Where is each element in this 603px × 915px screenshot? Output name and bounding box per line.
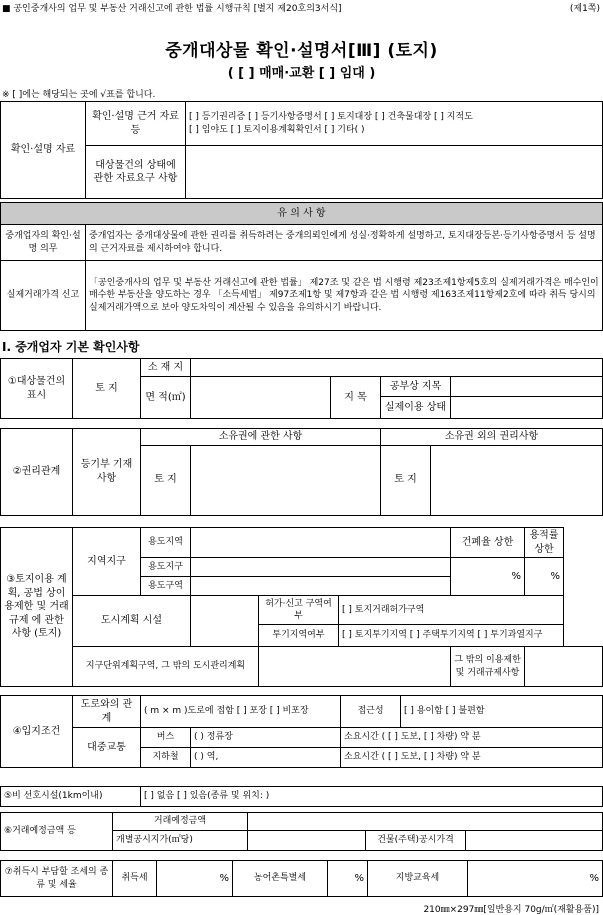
basis-options[interactable] — [186, 102, 603, 146]
duty-text: 중개업자는 중개대상물에 관한 권리를 취득하려는 중개의뢰인에게 성실·정확하게 설명하고, 토지대장등본·등기사항증명서 등 설명의 근거자료를 제시하여야 합니다. — [86, 225, 603, 261]
landuse-table — [0, 527, 603, 687]
rural-tax-field[interactable]: % — [328, 861, 368, 897]
use-sector-label: 용도구역 — [141, 577, 191, 596]
building-official-price-field[interactable] — [466, 831, 603, 851]
ownership-field[interactable] — [191, 445, 381, 515]
district-plan-field[interactable] — [259, 647, 451, 687]
land-official-price-field[interactable] — [248, 831, 366, 851]
access-label: 접근성 — [341, 696, 401, 728]
section1-heading: Ⅰ. 중개업자 기본 확인사항 — [2, 340, 140, 354]
nuisance-options[interactable]: [ ] 없음 [ ] 있음(종류 및 위치: ) — [141, 787, 603, 807]
law-reference: ■ 공인중개사의 업무 및 부동산 거래신고에 관한 법률 시행규칙 [별지 제20호의3서식] — [2, 4, 342, 14]
location-table — [0, 695, 603, 768]
permit-zone-label: 허가·신고 구역여부 — [259, 596, 339, 625]
other-rights-label: 소유권 외의 권리사항 — [381, 429, 603, 446]
subway-label: 지하철 — [141, 748, 191, 768]
ownership-land-label: 토 지 — [141, 445, 191, 515]
far-field[interactable]: % — [525, 558, 564, 596]
target-table — [0, 358, 603, 419]
road-field[interactable]: ( m × m )도로에 접함 [ ] 포장 [ ] 비포장 — [141, 696, 341, 728]
use-area-label: 용도지역 — [141, 528, 191, 558]
tax-table — [0, 860, 603, 897]
paper-spec: 210㎜×297㎜[일반용지 70g/㎡(재활용품)] — [423, 905, 599, 915]
expected-price-label: 거래예정금액 — [113, 813, 248, 831]
use-area-field[interactable] — [191, 528, 451, 558]
address-field[interactable] — [191, 359, 603, 377]
confirm-label: 확인·설명 자료 — [1, 102, 86, 199]
speculation-options[interactable]: [ ] 토지투기지역 [ ] 주택투기지역 [ ] 투기과열지구 — [339, 625, 564, 647]
permit-zone-option[interactable]: [ ] 토지거래허가구역 — [339, 596, 564, 625]
area-label: 면 적(㎡) — [141, 377, 191, 419]
rights-table — [0, 428, 603, 516]
request-label: 대상물건의 상태에 관한 자료요구 사항 — [86, 146, 186, 199]
use-sector-field[interactable] — [191, 577, 451, 596]
target-label: ①대상물건의 표시 — [1, 359, 73, 419]
bcr-field[interactable]: % — [451, 558, 525, 596]
subway-time[interactable]: 소요시간 ( [ ] 도보, [ ] 차량) 약 분 — [341, 748, 603, 768]
use-district-field[interactable] — [191, 558, 451, 577]
other-limits-label: 그 밖의 이용제한 및 거래규제사항 — [451, 647, 525, 687]
basis-row1[interactable]: [ ] 등기권리증 [ ] 등기사항증명서 [ ] 토지대장 [ ] 건축물대장 [ ] 지적도 — [189, 112, 473, 123]
bus-field[interactable]: ( ) 정류장 — [191, 728, 341, 748]
request-field[interactable] — [186, 146, 603, 199]
tax-label: ⑦취득시 부담할 조세의 종류 및 세율 — [1, 861, 113, 897]
basis-row2[interactable]: [ ] 임야도 [ ] 토지이용계획확인서 [ ] 기타( ) — [189, 124, 365, 135]
official-jimok-field[interactable] — [451, 377, 603, 397]
use-district-label: 용도지구 — [141, 558, 191, 577]
area-field[interactable] — [191, 377, 331, 419]
bcr-label: 건폐율 상한 — [451, 528, 525, 558]
bus-label: 버스 — [141, 728, 191, 748]
other-rights-land-label: 토 지 — [381, 445, 431, 515]
road-label: 도로와의 관계 — [73, 696, 141, 728]
acquisition-tax-label: 취득세 — [113, 861, 157, 897]
nuisance-label: ⑤비 선호시설(1km이내) — [1, 787, 141, 807]
other-rights-field[interactable] — [431, 445, 603, 515]
landuse-label: ③토지이용 계획, 공법 상이용제한 및 거래규제 에 관한 사항 (토지) — [1, 528, 73, 687]
nuisance-table — [0, 786, 603, 807]
education-tax-label: 지방교육세 — [368, 861, 468, 897]
other-limits-field[interactable] — [525, 647, 603, 687]
ownership-label: 소유권에 관한 사항 — [141, 429, 381, 446]
access-options[interactable]: [ ] 용이함 [ ] 불편함 — [401, 696, 603, 728]
acquisition-tax-field[interactable]: % — [157, 861, 233, 897]
checkbox-note: ※ [ ]에는 해당되는 곳에 √표를 합니다. — [2, 90, 156, 100]
urban-facility-field[interactable] — [191, 596, 259, 647]
actual-use-field[interactable] — [451, 397, 603, 419]
rural-tax-label: 농어촌특별세 — [233, 861, 328, 897]
jimok-label: 지 목 — [331, 377, 381, 419]
target-land: 토 지 — [73, 359, 141, 419]
form-title: 중개대상물 확인·설명서[Ⅲ] (토지) — [165, 41, 438, 61]
urban-facility-label: 도시계획 시설 — [73, 596, 191, 647]
building-official-price-label: 건물(주택)공시가격 — [366, 831, 466, 851]
district-plan-label: 지구단위계획구역, 그 밖의 도시관리계획 — [73, 647, 259, 687]
bus-time[interactable]: 소요시간 ( [ ] 도보, [ ] 차량) 약 분 — [341, 728, 603, 748]
location-label: ④입지조건 — [1, 696, 73, 768]
caution-heading: 유 의 사 항 — [1, 203, 603, 225]
official-jimok-label: 공부상 지목 — [381, 377, 451, 397]
caution-table — [0, 202, 603, 331]
transaction-type[interactable]: ( [ ] 매매·교환 [ ] 임대 ) — [227, 66, 376, 81]
rights-label: ②권리관계 — [1, 429, 73, 516]
transport-label: 대중교통 — [73, 728, 141, 768]
price-report-text: 「공인중개사의 업무 및 부동산 거래신고에 관한 법률」 제27조 및 같은 법 시행령 제23조제1항제5호의 실제거래가격은 매수인이 매수한 부동산을 양도하는 경우 「소득세법」 제97조제1항 및 제7항과 같은 법 시행령 제163조제11항제2호에 따라 취득 당시의 실제거래가액으로 보아 양도차익이 계산될 수 있음을 유의하시기 바랍니다. — [86, 261, 603, 331]
price-table — [0, 812, 603, 851]
far-label: 용적률 상한 — [525, 528, 564, 558]
actual-use-label: 실제이용 상태 — [381, 397, 451, 419]
basis-label: 확인·설명 근거 자료 등 — [86, 102, 186, 146]
expected-price-field[interactable] — [248, 813, 603, 831]
zone-label: 지역지구 — [73, 528, 141, 596]
registry-label: 등기부 기재사항 — [73, 429, 141, 516]
land-official-price-label: 개별공시지가(㎡당) — [113, 831, 248, 851]
subway-field[interactable]: ( ) 역, — [191, 748, 341, 768]
price-report-label: 실제거래가격 신고 — [1, 261, 86, 331]
duty-label: 중개업자의 확인·설명 의무 — [1, 225, 86, 261]
education-tax-field[interactable]: % — [468, 861, 603, 897]
address-label: 소 재 지 — [141, 359, 191, 377]
speculation-label: 투기지역여부 — [259, 625, 339, 647]
page-number: (제1쪽) — [569, 4, 600, 14]
price-label: ⑥거래예정금액 등 — [1, 813, 113, 851]
confirm-table — [0, 101, 603, 199]
